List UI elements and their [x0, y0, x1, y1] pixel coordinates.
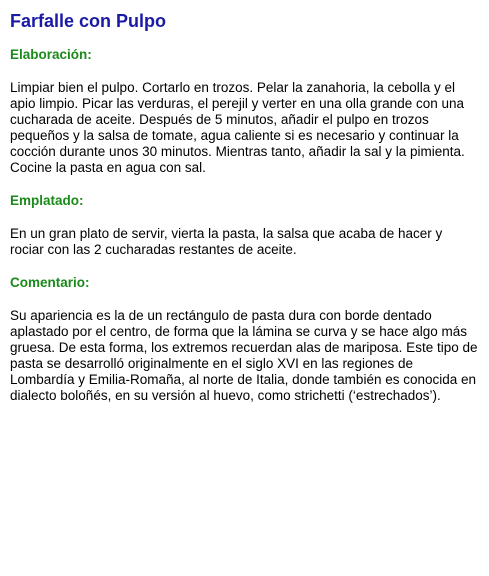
- section-emplatado: [10, 192, 479, 258]
- page-title: Farfalle con Pulpo: [10, 11, 167, 31]
- section-body-emplatado: En un gran plato de servir, vierta la pasta, la salsa que acaba de hacer y rociar con las 2 cucharadas restantes de aceite.: [10, 226, 443, 257]
- section-heading-elaboracion: Elaboración:: [10, 47, 92, 62]
- section-body-comentario: Su apariencia es la de un rectángulo de pasta dura con borde dentado aplastado por el centro, de forma que la lámina se curva y se hace algo más gruesa. De esta forma, los extremos recuerdan alas de mariposa. Este tipo de pasta se desarrolló originalmente en el siglo XVI en las regiones de Lombardía y Emilia-Romaña, al norte de Italia, donde también es conocida en dialecto boloñés, en su versión al huevo, como strichetti (‘estrechados’).: [10, 308, 478, 403]
- section-comentario: [10, 274, 479, 404]
- section-heading-emplatado: Emplatado:: [10, 193, 84, 208]
- section-heading-comentario: Comentario:: [10, 275, 90, 290]
- section-elaboracion: [10, 46, 479, 176]
- section-body-elaboracion: Limpiar bien el pulpo. Cortarlo en trozos. Pelar la zanahoria, la cebolla y el apio limpio. Picar las verduras, el perejil y verter en una olla grande con una cucharada de aceite. Después de 5 minutos, añadir el pulpo en trozos pequeños y la salsa de tomate, agua caliente si es necesario y continuar la cocción durante unos 30 minutos. Mientras tanto, añadir la sal y la pimienta. Cocine la pasta en agua con sal.: [10, 80, 465, 175]
